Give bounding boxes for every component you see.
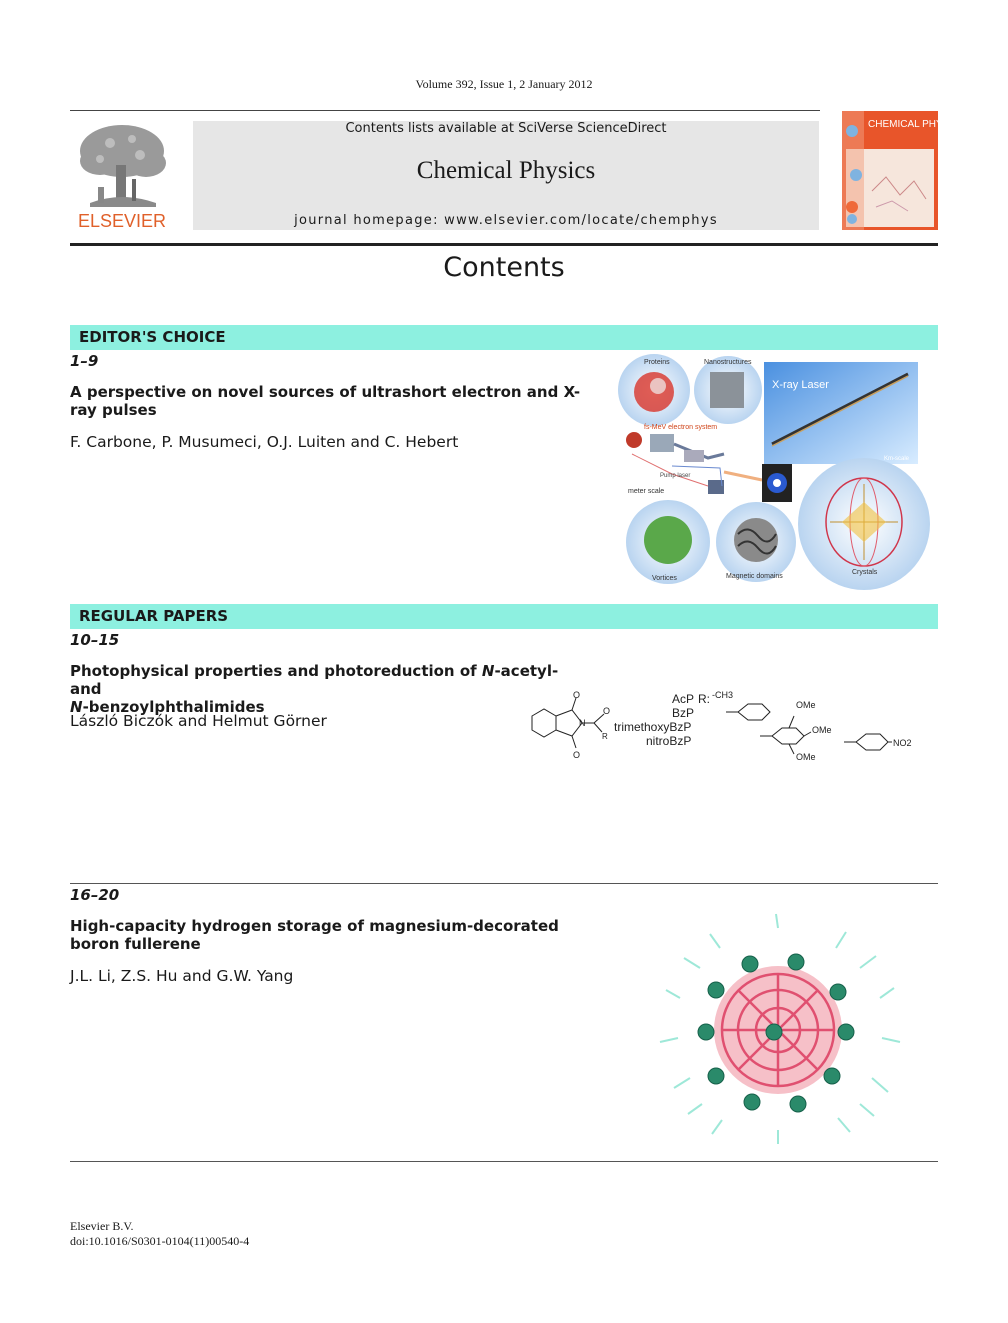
article-separator xyxy=(70,883,938,884)
svg-text:Magnetic domains: Magnetic domains xyxy=(726,573,783,580)
article-authors: László Biczók and Helmut Görner xyxy=(70,712,327,730)
svg-text:Vortices: Vortices xyxy=(652,575,677,582)
journal-header-box xyxy=(193,121,819,230)
article-pages[interactable]: 10–15 xyxy=(70,631,120,649)
graphical-abstract-ultrafast-sources[interactable] xyxy=(612,354,930,586)
svg-text:OMe: OMe xyxy=(796,700,816,710)
svg-text:CHEMICAL PHYSICS: CHEMICAL PHYSICS xyxy=(868,119,966,130)
svg-text:R: R xyxy=(602,732,608,741)
volume-issue-line: Volume 392, Issue 1, 2 January 2012 xyxy=(415,77,593,91)
svg-text:O: O xyxy=(603,706,611,716)
svg-text:nitroBzP: nitroBzP xyxy=(646,734,692,748)
article-authors: F. Carbone, P. Musumeci, O.J. Luiten and C. Hebert xyxy=(70,433,459,451)
page-title: Contents xyxy=(443,252,565,283)
section-label: REGULAR PAPERS xyxy=(79,607,229,625)
svg-text:fs-MeV electron system: fs-MeV electron system xyxy=(644,424,718,431)
footer-doi[interactable]: doi:10.1016/S0301-0104(11)00540-4 xyxy=(70,1234,250,1248)
article-authors: J.L. Li, Z.S. Hu and G.W. Yang xyxy=(70,967,294,985)
svg-text:OMe: OMe xyxy=(796,752,816,762)
svg-text:X-ray Laser: X-ray Laser xyxy=(772,379,829,391)
header-divider xyxy=(70,110,820,111)
section-label: EDITOR'S CHOICE xyxy=(79,328,226,346)
section-editors-choice xyxy=(70,325,938,350)
footer-publisher: Elsevier B.V. xyxy=(70,1219,134,1233)
journal-cover-thumbnail[interactable] xyxy=(842,111,966,230)
title-part-italic: N xyxy=(481,662,495,680)
journal-homepage-link[interactable]: journal homepage: www.elsevier.com/locate/chemphys xyxy=(294,213,718,228)
svg-text:OMe: OMe xyxy=(812,725,832,735)
svg-text:R:: R: xyxy=(698,692,710,706)
svg-text:O: O xyxy=(573,750,581,760)
title-part: -benzoylphthalimides xyxy=(82,698,265,716)
article-pages[interactable]: 16–20 xyxy=(70,886,120,904)
svg-text:Crystals: Crystals xyxy=(852,569,878,576)
article-title[interactable] xyxy=(70,662,590,716)
svg-text:-CH3: -CH3 xyxy=(712,690,734,700)
svg-text:meter scale: meter scale xyxy=(628,488,665,495)
graphical-abstract-phthalimides[interactable] xyxy=(526,686,926,766)
elsevier-logo[interactable] xyxy=(70,121,175,231)
graphical-abstract-boron-fullerene[interactable] xyxy=(650,908,910,1148)
svg-text:Km-scale: Km-scale xyxy=(884,456,910,462)
svg-text:ELSEVIER: ELSEVIER xyxy=(77,211,167,231)
svg-text:BzP: BzP xyxy=(672,706,695,720)
svg-text:N: N xyxy=(579,718,586,728)
article-title[interactable]: High-capacity hydrogen storage of magnesium-decorated boron fullerene xyxy=(70,917,559,953)
svg-text:AcP: AcP xyxy=(672,692,695,706)
title-part: Photophysical properties and photoreduction of xyxy=(70,662,482,680)
svg-text:trimethoxyBzP: trimethoxyBzP xyxy=(614,720,692,734)
section-regular-papers xyxy=(70,604,938,629)
article-title[interactable]: A perspective on novel sources of ultrashort electron and X-ray pulses xyxy=(70,383,581,419)
svg-text:O: O xyxy=(573,690,581,700)
title-part: -acetyl- and xyxy=(70,662,559,698)
journal-title: Chemical Physics xyxy=(416,157,596,184)
page-bottom-separator xyxy=(70,1161,938,1162)
title-part-italic: N xyxy=(70,698,83,716)
svg-text:Pump laser: Pump laser xyxy=(660,473,691,479)
svg-text:Nanostructures: Nanostructures xyxy=(704,359,752,366)
svg-text:Proteins: Proteins xyxy=(644,359,670,366)
article-pages[interactable]: 1–9 xyxy=(70,352,99,370)
svg-text:NO2: NO2 xyxy=(893,738,912,748)
header-thick-rule xyxy=(70,243,938,246)
contents-available-text[interactable]: Contents lists available at SciVerse ScienceDirect xyxy=(345,121,667,136)
